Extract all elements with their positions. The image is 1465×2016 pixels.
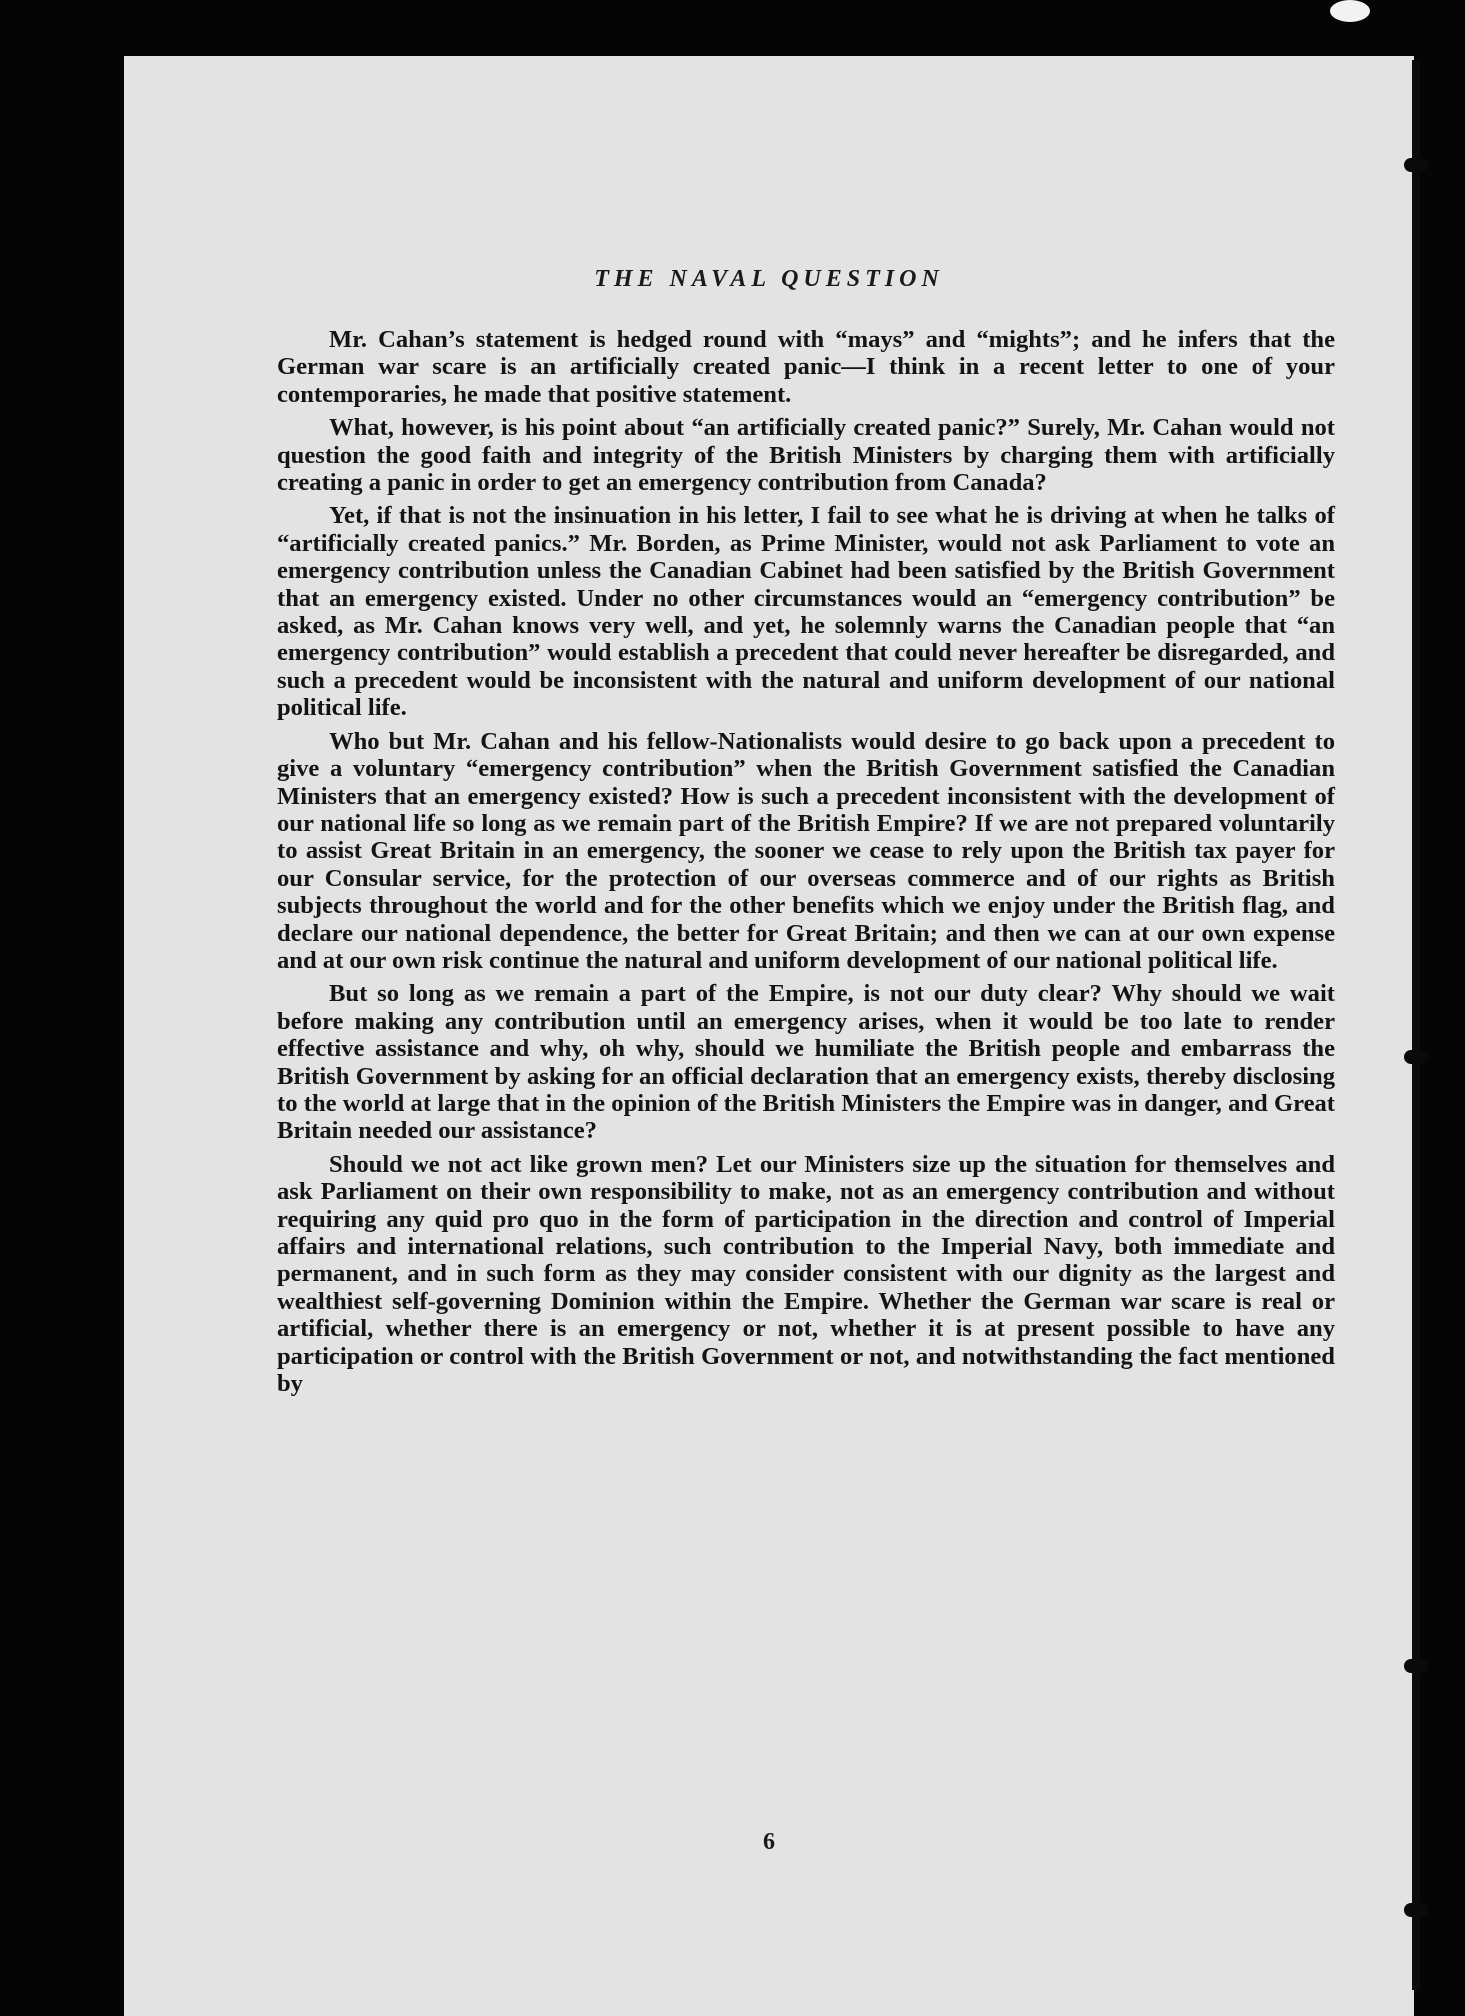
running-head: THE NAVAL QUESTION	[594, 266, 944, 292]
paragraph: Yet, if that is not the insinuation in his letter, I fail to see what he is driving at when he talks of “artificially created panics.” Mr. Borden, as Prime Minister, would not ask Parliament to vote an emergency contribution unless the Canadian Cabinet had been satisfied by the British Government that an emergency existed. Under no other circumstances would an “emergency contribution” be asked, as Mr. Cahan knows very well, and yet, he solemnly warns the Canadian people that “an emergency contribution” would establish a precedent that could never hereafter be disregarded, and such a precedent would be inconsistent with the natural and uniform development of our national political life.	[277, 502, 1335, 722]
binding-clip	[1404, 158, 1428, 172]
binding-clip	[1404, 1903, 1428, 1917]
paragraph: Should we not act like grown men? Let our Ministers size up the situation for themselves and ask Parliament on their own responsibility to make, not as an emergency contribution and without requiring any quid pro quo in the form of participation in the direction and control of Imperial affairs and international relations, such contribution to the Imperial Navy, both immediate and permanent, and in such form as they may consider consistent with our dignity as the largest and wealthiest self-governing Dominion within the Empire. Whether the German war scare is real or artificial, whether there is an emergency or not, whether it is at present possible to have any participation or control with the British Government or not, and notwithstanding the fact mentioned by	[277, 1150, 1335, 1398]
document-page	[124, 56, 1414, 2016]
binding-clip	[1404, 1659, 1428, 1673]
paragraph: What, however, is his point about “an artificially created panic?” Surely, Mr. Cahan would not question the good faith and integrity of the British Ministers by charging them with artificially creating a panic in order to get an emergency contribution from Canada?	[277, 414, 1335, 497]
binding-clip	[1404, 1050, 1428, 1064]
binding-edge	[1412, 60, 1420, 1990]
paragraph: But so long as we remain a part of the Empire, is not our duty clear? Why should we wait before making any contribution until an emergency arises, when it would be too late to render effective assistance and why, oh why, should we humiliate the British people and embarrass the British Government by asking for an official declaration that an emergency exists, thereby disclosing to the world at large that in the opinion of the British Ministers the Empire was in danger, and Great Britain needed our assistance?	[277, 980, 1335, 1145]
paragraph: Who but Mr. Cahan and his fellow-Nationalists would desire to go back upon a precedent to give a voluntary “emergency contribution” when the British Government satisfied the Canadian Ministers that an emergency existed? How is such a precedent inconsistent with the development of our national life so long as we remain part of the British Empire? If we are not prepared voluntarily to assist Great Britain in an emergency, the sooner we cease to rely upon the British tax payer for our Consular service, for the protection of our overseas commerce and of our rights as British subjects throughout the world and for the other benefits which we enjoy under the British flag, and declare our national dependence, the better for Great Britain; and then we can at our own expense and at our own risk continue the natural and uniform development of our national political life.	[277, 727, 1335, 974]
paragraph: Mr. Cahan’s statement is hedged round with “mays” and “mights”; and he infers that the German war scare is an artificially created panic—I think in a recent letter to one of your contemporaries, he made that positive statement.	[277, 326, 1335, 408]
body-text	[277, 326, 1335, 1403]
scan-artifact	[1330, 0, 1370, 22]
page-number: 6	[763, 1829, 775, 1855]
